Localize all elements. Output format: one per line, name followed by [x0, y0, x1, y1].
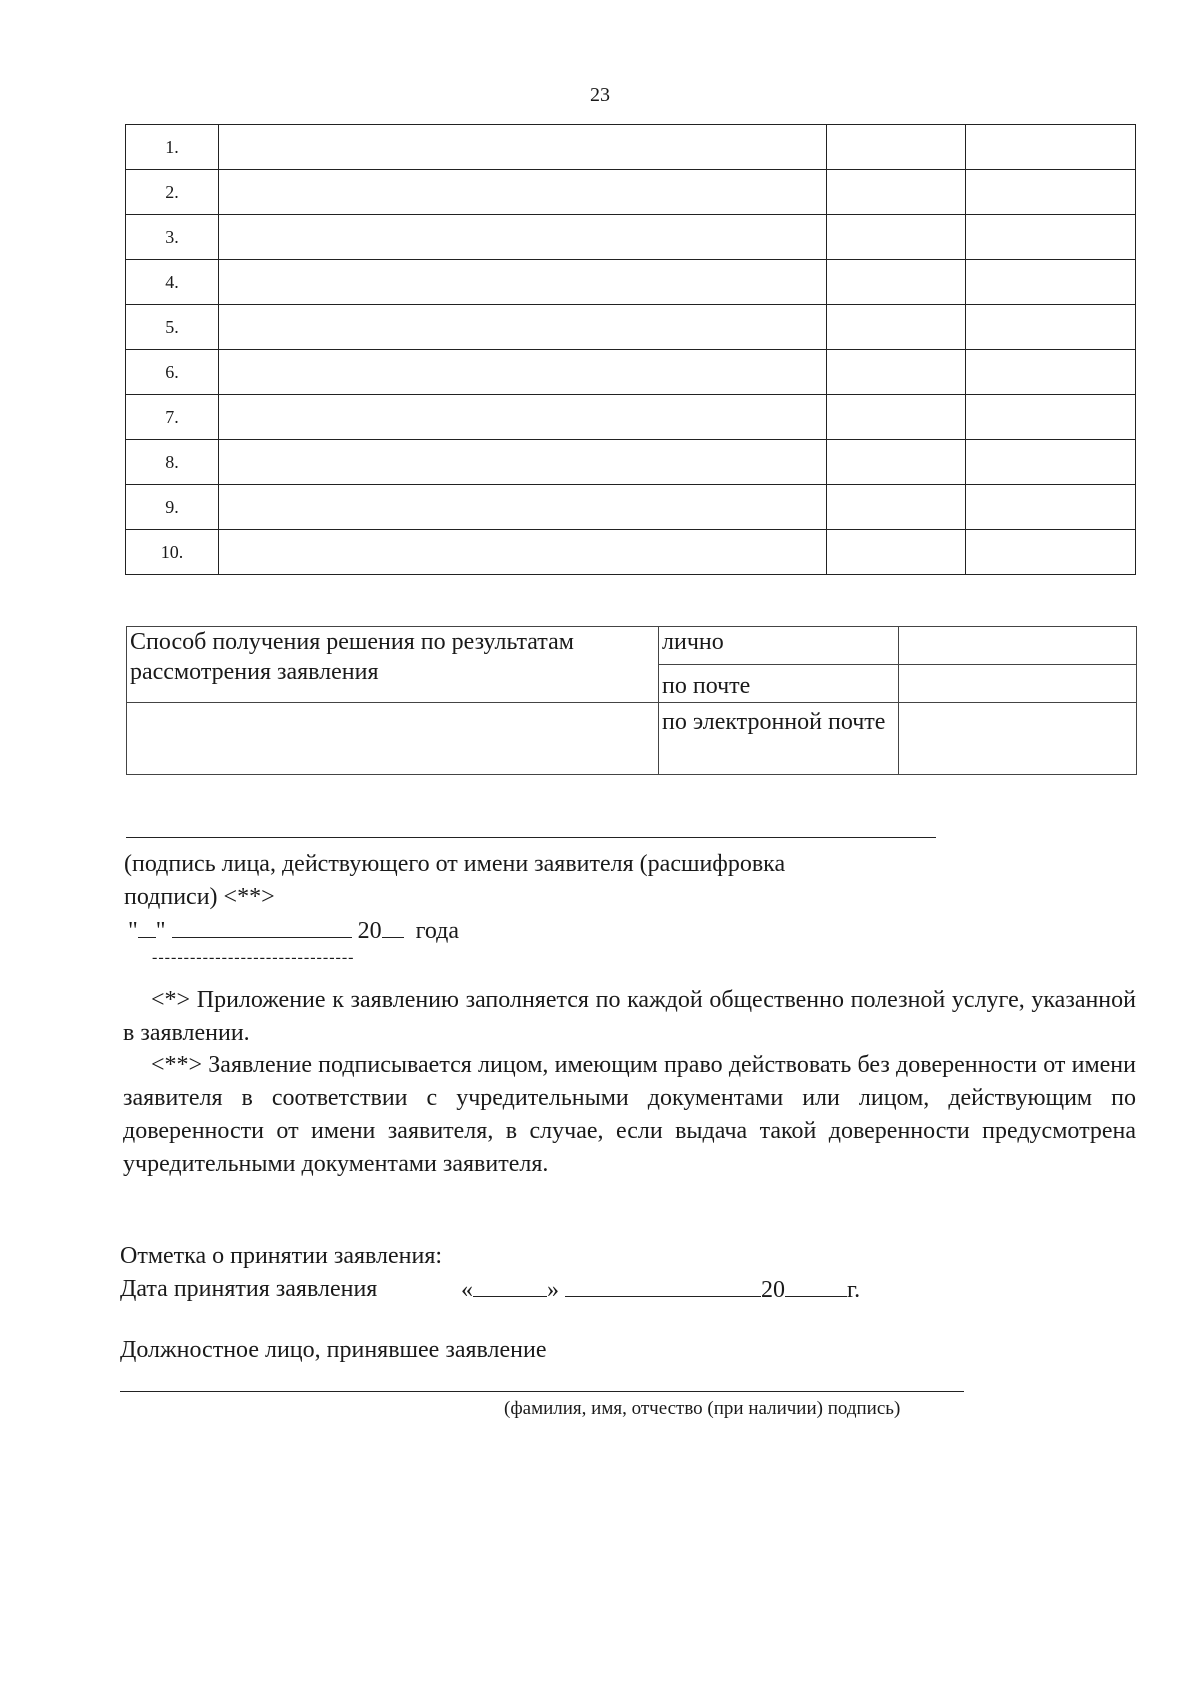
delivery-option-post: по почте	[659, 665, 899, 703]
row-description-cell[interactable]	[219, 260, 827, 305]
delivery-option-in-person: лично	[659, 627, 899, 665]
row-extra-cell[interactable]	[966, 260, 1136, 305]
signature-caption-line1: (подпись лица, действующего от имени заявителя (расшифровка	[124, 851, 786, 877]
row-value-cell[interactable]	[827, 350, 966, 395]
row-value-cell[interactable]	[827, 485, 966, 530]
row-value-cell[interactable]	[827, 260, 966, 305]
table-row	[126, 125, 1136, 170]
official-signature-line[interactable]	[120, 1391, 964, 1392]
row-number: 2.	[126, 170, 219, 215]
row-value-cell[interactable]	[827, 440, 966, 485]
row-extra-cell[interactable]	[966, 125, 1136, 170]
row-extra-cell[interactable]	[966, 440, 1136, 485]
row-value-cell[interactable]	[827, 395, 966, 440]
row-number: 3.	[126, 215, 219, 260]
row-value-cell[interactable]	[827, 215, 966, 260]
acceptance-year-field[interactable]	[785, 1274, 847, 1297]
items-table	[125, 124, 1136, 575]
row-description-cell[interactable]	[219, 395, 827, 440]
row-number: 9.	[126, 485, 219, 530]
official-label: Должностное лицо, принявшее заявление	[120, 1337, 547, 1363]
row-value-cell[interactable]	[827, 125, 966, 170]
table-row	[126, 350, 1136, 395]
row-number: 1.	[126, 125, 219, 170]
signature-date-year-field[interactable]	[382, 915, 404, 938]
row-description-cell[interactable]	[219, 530, 827, 575]
row-description-cell[interactable]	[219, 170, 827, 215]
table-row	[126, 305, 1136, 350]
table-row	[126, 215, 1136, 260]
row-description-cell[interactable]	[219, 440, 827, 485]
row-description-cell[interactable]	[219, 215, 827, 260]
signature-line[interactable]	[126, 837, 936, 838]
row-number: 10.	[126, 530, 219, 575]
official-caption: (фамилия, имя, отчество (при наличии) подпись)	[504, 1398, 901, 1419]
row-number: 4.	[126, 260, 219, 305]
table-row	[126, 260, 1136, 305]
table-row	[126, 530, 1136, 575]
delivery-option-email: по электронной почте	[659, 703, 899, 775]
footnote-1: <*> Приложение к заявлению заполняется по каждой общественно полезной услуге, указанной в заявлении.	[123, 987, 1136, 1047]
footnote-2: <**> Заявление подписывается лицом, имеющим право действовать без доверенности от имени заявителя в соответствии с учредительными документами или лицом, действующим по доверенности от имени заявителя, в случае, если выдача такой доверенности предусмотрена учредительными документами заявителя.	[123, 1052, 1136, 1178]
row-extra-cell[interactable]	[966, 170, 1136, 215]
acceptance-month-field[interactable]	[565, 1274, 761, 1297]
signature-date-month-field[interactable]	[172, 915, 352, 938]
row-extra-cell[interactable]	[966, 305, 1136, 350]
row-extra-cell[interactable]	[966, 395, 1136, 440]
row-extra-cell[interactable]	[966, 485, 1136, 530]
row-number: 8.	[126, 440, 219, 485]
delivery-method-blank-cell	[127, 703, 659, 775]
acceptance-date: « » 20 г.	[461, 1274, 860, 1306]
row-extra-cell[interactable]	[966, 350, 1136, 395]
row-extra-cell[interactable]	[966, 530, 1136, 575]
delivery-method-table	[126, 626, 1137, 775]
row-extra-cell[interactable]	[966, 215, 1136, 260]
table-row	[126, 485, 1136, 530]
delivery-option-in-person-mark[interactable]	[899, 627, 1137, 665]
acceptance-day-field[interactable]	[473, 1274, 547, 1297]
signature-caption-line2: подписи) <**>	[124, 884, 275, 910]
table-row	[126, 395, 1136, 440]
table-row	[126, 170, 1136, 215]
row-description-cell[interactable]	[219, 485, 827, 530]
row-description-cell[interactable]	[219, 350, 827, 395]
row-value-cell[interactable]	[827, 530, 966, 575]
footnote-separator: --------------------------------	[152, 949, 355, 966]
row-description-cell[interactable]	[219, 305, 827, 350]
acceptance-date-label: Дата принятия заявления	[120, 1276, 378, 1302]
signature-date: " " 20 года	[128, 915, 459, 947]
table-row	[126, 440, 1136, 485]
row-number: 5.	[126, 305, 219, 350]
row-value-cell[interactable]	[827, 305, 966, 350]
signature-date-day-field[interactable]	[138, 915, 156, 938]
delivery-option-post-mark[interactable]	[899, 665, 1137, 703]
delivery-option-email-mark[interactable]	[899, 703, 1137, 775]
acceptance-heading: Отметка о принятии заявления:	[120, 1243, 443, 1269]
row-number: 6.	[126, 350, 219, 395]
row-value-cell[interactable]	[827, 170, 966, 215]
delivery-method-label: Способ получения решения по результатам рассмотрения заявления	[127, 627, 659, 703]
page-number: 23	[590, 84, 610, 106]
row-number: 7.	[126, 395, 219, 440]
row-description-cell[interactable]	[219, 125, 827, 170]
